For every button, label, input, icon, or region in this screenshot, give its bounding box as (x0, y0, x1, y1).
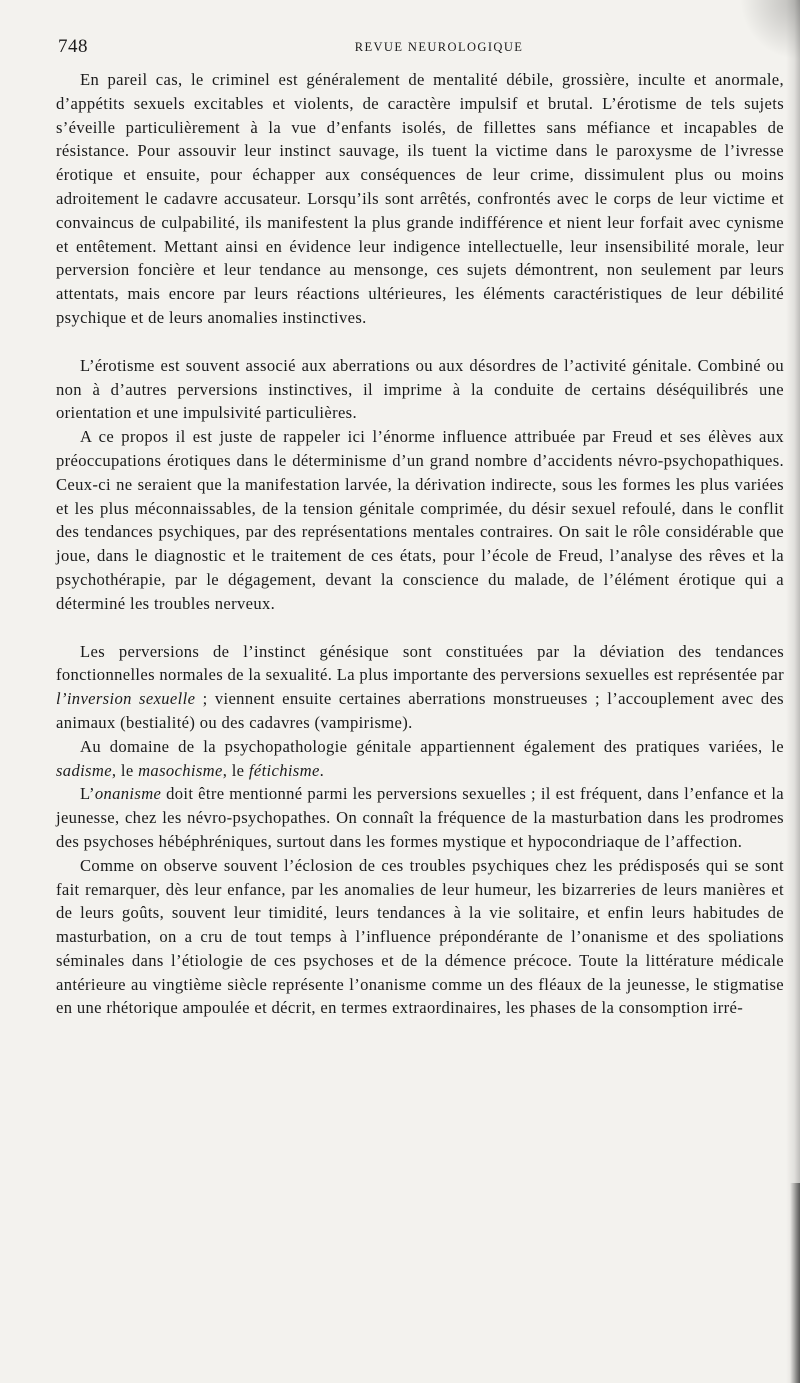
body-text (56, 68, 784, 1020)
paragraph: A ce propos il est juste de rappeler ici l’énorme influence attribuée par Freud et ses élèves aux préoccupations érotiques dans le déterminisme d’un grand nombre d’accidents névro-psychopathiques. Ceux-ci ne seraient que la manifestation larvée, la dérivation indirecte, sous les formes les plus variées et les plus méconnaissables, de la tension génitale comprimée, du désir sexuel refoulé, dans le conflit des tendances psychiques, par des représentations mentales contraires. On sait le rôle considérable que joue, dans le diagnostic et le traitement de ces états, pour l’école de Freud, l’analyse des rêves et la psychothérapie, par le dégagement, devant la conscience du malade, de l’élément érotique qui a déterminé les troubles nerveux. (56, 427, 784, 613)
italic-term: fétichisme (248, 760, 320, 780)
paragraph-text: ; viennent ensuite certaines aberrations monstrueuses ; l’accouplement avec des animaux (bestialité) ou des cadavres (vampirisme). (56, 689, 784, 732)
paragraph-text: Les perversions de l’instinct génésique sont constituées par la déviation des tendances fonctionnelles normales de la sexualité. La plus importante des perversions sexuelles est représentée par (56, 641, 784, 685)
italic-term: sadisme (56, 760, 112, 780)
paragraph-text: , le (222, 760, 249, 780)
paragraph-text: doit être mentionné parmi les perversions sexuelles ; il est fréquent, dans l’enfance et la jeunesse, chez les névro-psychopathes. On connaît la fréquence de la masturbation dans les prodromes des psychoses hébéphréniques, surtout dans les formes mystique et hypocondriaque de l’affection. (56, 784, 784, 851)
running-title: REVUE NEUROLOGIQUE (354, 40, 524, 54)
scan-edge-shadow (786, 0, 800, 1383)
paragraph-text: L’ (80, 784, 95, 804)
paragraph-text: Au domaine de la psychopathologie génitale appartiennent également des pratiques variées, le (80, 736, 784, 756)
paragraph-text: , le (111, 760, 139, 780)
italic-term: onanisme (94, 784, 162, 804)
paragraph: Comme on observe souvent l’éclosion de ces troubles psychiques chez les prédisposés qui se sont fait remarquer, dès leur enfance, par les anomalies de leur humeur, les bizarreries de leurs manières et de leurs goûts, souvent leur timidité, leurs tendances à la vie solitaire, et enfin leurs habitudes de masturbation, on a cru de tout temps à l’influence prépondérante de l’onanisme et des spoliations séminales dans l’étiologie de ces psychoses et de la démence précoce. Toute la littérature médicale antérieure au vingtième siècle représente l’onanisme comme un des fléaux de la jeunesse, le stigmatise en une rhétorique ampoulée et décrit, en termes extraordinaires, les phases de la consomption irré- (56, 855, 784, 1018)
paragraph (56, 782, 784, 853)
italic-term: masochisme (138, 760, 223, 780)
page-header (58, 36, 780, 60)
paragraph: En pareil cas, le criminel est généralement de mentalité débile, grossière, inculte et anormale, d’appétits sexuels excitables et violents, de caractère impulsif et brutal. L’érotisme de tels sujets s’éveille particulièrement à la vue d’enfants isolés, de fillettes sans méfiance et incapables de résistance. Pour assouvir leur instinct sauvage, ils tuent la victime dans le paroxysme de l’ivresse érotique et ensuite, pour échapper aux conséquences de leur crime, dissimulent plus ou moins adroitement le cadavre accusateur. Lorsqu’ils sont arrêtés, confrontés avec le corps de leur victime et convaincus de culpabilité, ils manifestent la plus grande indifférence et nient leur forfait avec cynisme et entêtement. Mettant ainsi en évidence leur indigence intellectuelle, leur insensibilité morale, leur perversion foncière et leur tendance au mensonge, ces sujets démontrent, non seulement par leurs attentats, mais encore par leurs réactions ultérieures, les éléments caractéristiques de leur débilité psychique et de leurs anomalies instinctives. (56, 70, 784, 327)
paragraph-text: . (319, 760, 325, 780)
italic-term: l’inversion sexuelle (56, 689, 196, 709)
scan-bottom-edge (790, 1183, 800, 1383)
page-number: 748 (58, 36, 88, 57)
paragraph: L’érotisme est souvent associé aux aberrations ou aux désordres de l’activité génitale. Combiné ou non à d’autres perversions instinctives, il imprime à la conduite de certains déséquilibrés une orientation et une impulsivité particulières. (56, 355, 784, 423)
paragraph (56, 735, 784, 783)
paragraph (56, 640, 784, 735)
